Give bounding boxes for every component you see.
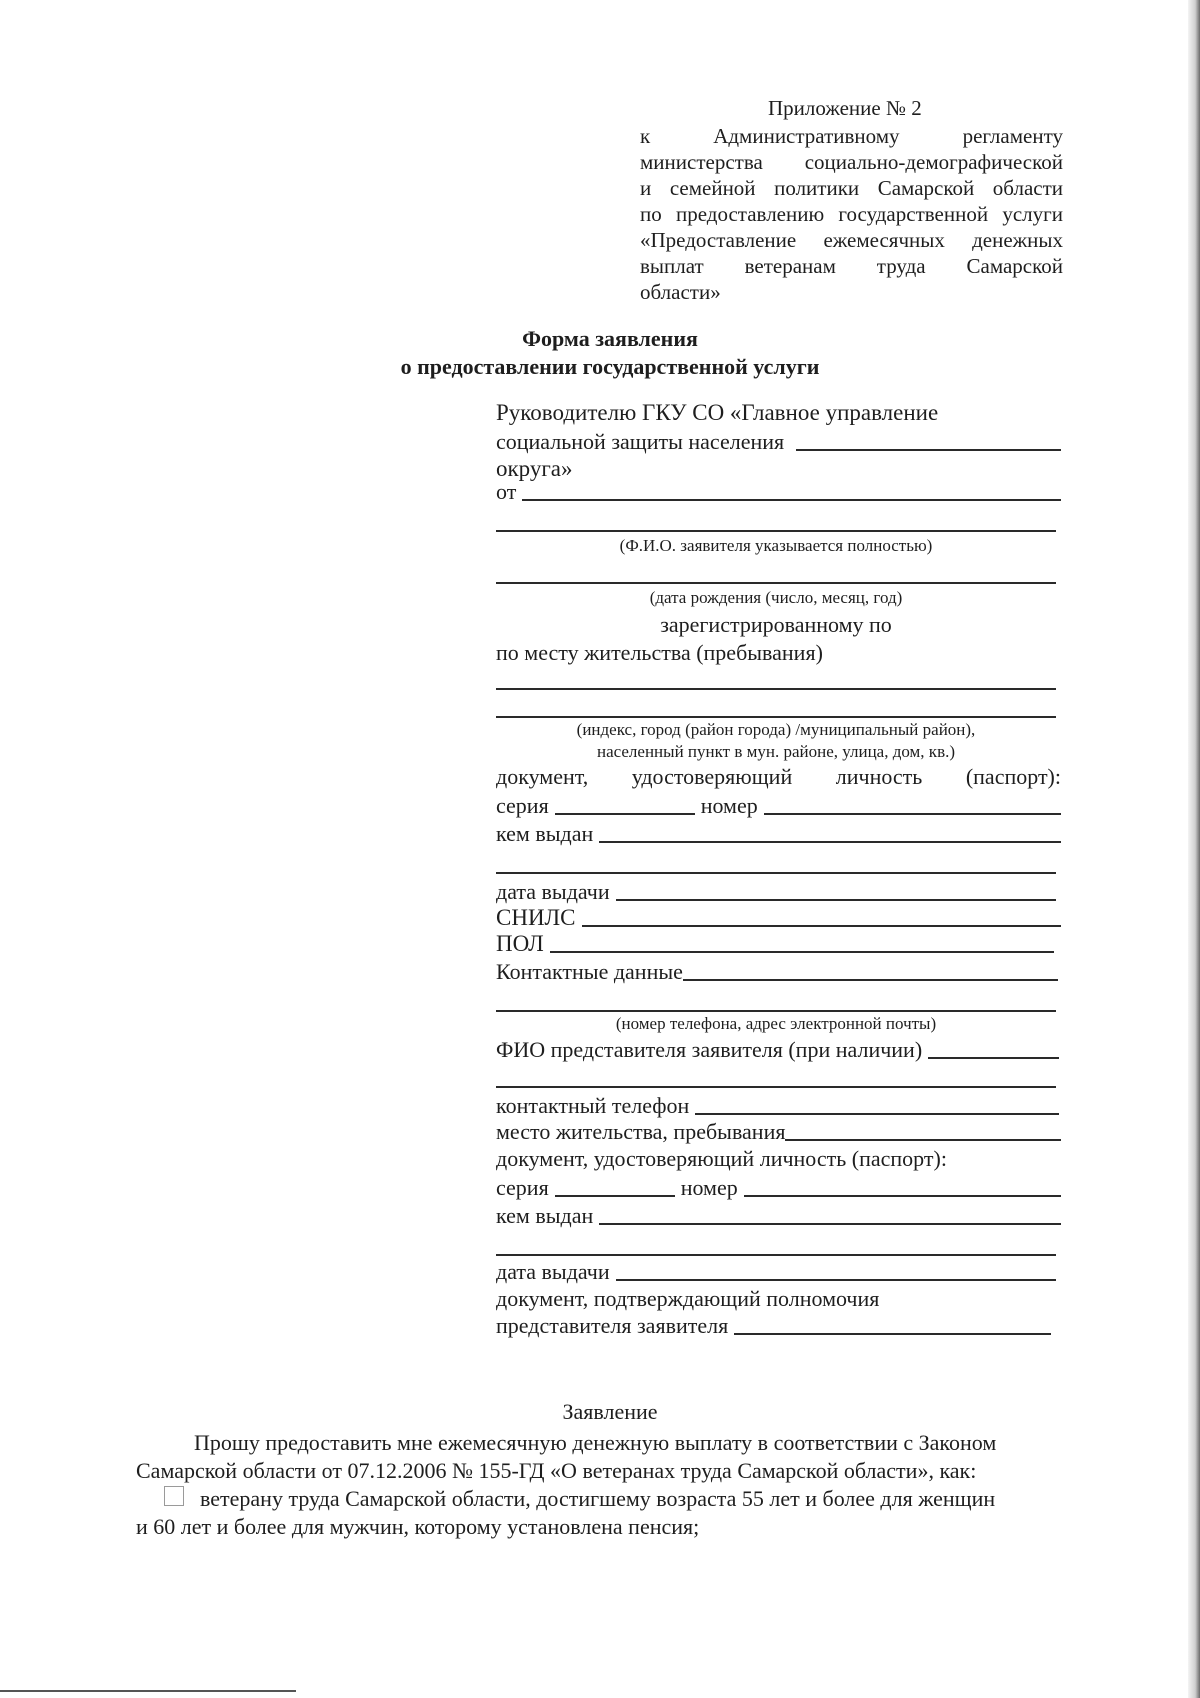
contacts-row [496,958,1058,986]
applicant-doc-label [496,764,1061,790]
representative-issued-by-label: кем выдан [496,1203,594,1228]
contacts-hint: (номер телефона, адрес электронной почты) [615,1014,937,1033]
number-input-line[interactable] [764,813,1061,815]
representative-fio-input-line-2[interactable] [496,1086,1056,1088]
addressee-line-1: Руководителю ГКУ СО «Главное управление [496,400,939,425]
representative-phone-input-line[interactable] [695,1113,1059,1115]
snils-row [496,904,1061,932]
addressee-line-2: социальной защиты населения [496,429,785,454]
contacts-label: Контактные данные [496,959,683,984]
issued-by-input-line[interactable] [599,841,1061,843]
appendix-word: Самарской [966,254,1063,278]
doc-word: удостоверяющий [631,764,793,789]
footnote-separator [0,1690,296,1692]
applicant-series-number-row [496,792,1061,820]
doc-word: личность [835,764,923,789]
appendix-word: регламенту [962,124,1063,148]
representative-issued-by-row [496,1202,1061,1230]
appendix-title: Приложение № 2 [768,96,922,120]
address-hint-2: населенный пункт в мун. районе, улица, дом, кв.) [596,742,956,761]
representative-doc-label: документ, удостоверяющий личность (паспорт): [496,1146,947,1171]
representative-issue-date-row [496,1258,1056,1286]
representative-series-number-row [496,1174,1061,1202]
appendix-word: выплат [640,254,704,278]
sex-input-line[interactable] [550,951,1054,953]
representative-phone-label: контактный телефон [496,1093,690,1118]
fio-input-line[interactable] [496,530,1056,532]
representative-issue-date-input-line[interactable] [616,1279,1056,1281]
appendix-word: ветеранам [744,254,836,278]
statement-paragraph-line-1: Прошу предоставить мне ежемесячную денежную выплату в соответствии с Законом [194,1430,997,1455]
appendix-word: Административному [713,124,900,148]
sex-label: ПОЛ [496,931,544,956]
applicant-issued-by-row [496,820,1061,848]
representative-fio-input-line[interactable] [928,1057,1059,1059]
representative-number-label: номер [680,1175,738,1200]
statement-title: Заявление [562,1399,658,1424]
series-label: серия [496,793,549,818]
contacts-input-line[interactable] [683,979,1058,981]
representative-fio-row [496,1036,1059,1064]
doc-word: (паспорт): [965,764,1061,789]
form-title-line-1: Форма заявления [522,326,698,351]
number-label: номер [700,793,758,818]
addressee-line-3: округа» [496,456,573,481]
representative-authority-line-2: представителя заявителя [496,1313,729,1338]
appendix-line-1 [640,124,1063,149]
sex-row [496,930,1054,958]
address-hint-1: (индекс, город (район города) /муниципальный район), [576,720,976,739]
representative-residence-row [496,1118,1061,1146]
birthdate-hint: (дата рождения (число, месяц, год) [649,588,903,607]
department-input-line[interactable] [796,449,1061,451]
issue-date-label: дата выдачи [496,879,610,904]
representative-fio-label: ФИО представителя заявителя (при наличии) [496,1037,923,1062]
series-input-line[interactable] [555,813,695,815]
representative-residence-label: место жительства, пребывания [496,1119,786,1144]
addressee-department-row [496,428,1061,456]
registered-line-1: зарегистрированному по [660,612,892,637]
from-input-line[interactable] [522,499,1061,501]
from-label: от [496,479,517,504]
address-input-line-1[interactable] [496,688,1056,690]
snils-input-line[interactable] [582,925,1061,927]
scan-edge-shadow [1188,0,1200,1698]
registered-line-2: по месту жительства (пребывания) [496,640,823,665]
fio-hint: (Ф.И.О. заявителя указывается полностью) [619,536,933,555]
appendix-word: труда [876,254,926,278]
birthdate-input-line[interactable] [496,582,1056,584]
appendix-line-4: по предоставлению государственной услуги [640,202,1063,226]
snils-label: СНИЛС [496,905,576,930]
doc-word: документ, [496,764,589,789]
address-input-line-2[interactable] [496,716,1056,718]
representative-series-input-line[interactable] [555,1195,675,1197]
option-1-line-1: ветерану труда Самарской области, достигшему возраста 55 лет и более для женщин [200,1486,996,1511]
representative-issued-by-input-line-2[interactable] [496,1254,1056,1256]
representative-series-label: серия [496,1175,549,1200]
from-row [496,478,1061,506]
option-checkbox[interactable] [164,1486,184,1506]
representative-issued-by-input-line[interactable] [599,1223,1061,1225]
statement-paragraph-line-2: Самарской области от 07.12.2006 № 155-ГД «О ветеранах труда Самарской области», как: [136,1458,977,1483]
appendix-line-5: «Предоставление ежемесячных денежных [640,228,1063,252]
representative-issue-date-label: дата выдачи [496,1259,610,1284]
appendix-word: к [640,124,651,148]
option-1-line-2: и 60 лет и более для мужчин, которому установлена пенсия; [136,1514,700,1539]
representative-authority-row [496,1312,1051,1340]
applicant-issue-date-row [496,878,1056,906]
authority-document-input-line[interactable] [734,1333,1051,1335]
form-title-line-2: о предоставлении государственной услуги [400,354,820,379]
appendix-line-3: и семейной политики Самарской области [640,176,1063,200]
appendix-line-7: области» [640,280,721,304]
contacts-input-line-2[interactable] [496,1010,1056,1012]
representative-phone-row [496,1092,1059,1120]
issued-by-input-line-2[interactable] [496,872,1056,874]
issued-by-label: кем выдан [496,821,594,846]
representative-residence-input-line[interactable] [785,1139,1061,1141]
appendix-line-6 [640,254,1063,279]
issue-date-input-line[interactable] [616,899,1056,901]
appendix-line-2: министерства социально-демографической [640,150,1063,174]
representative-authority-line-1: документ, подтверждающий полномочия [496,1286,880,1311]
representative-number-input-line[interactable] [744,1195,1061,1197]
